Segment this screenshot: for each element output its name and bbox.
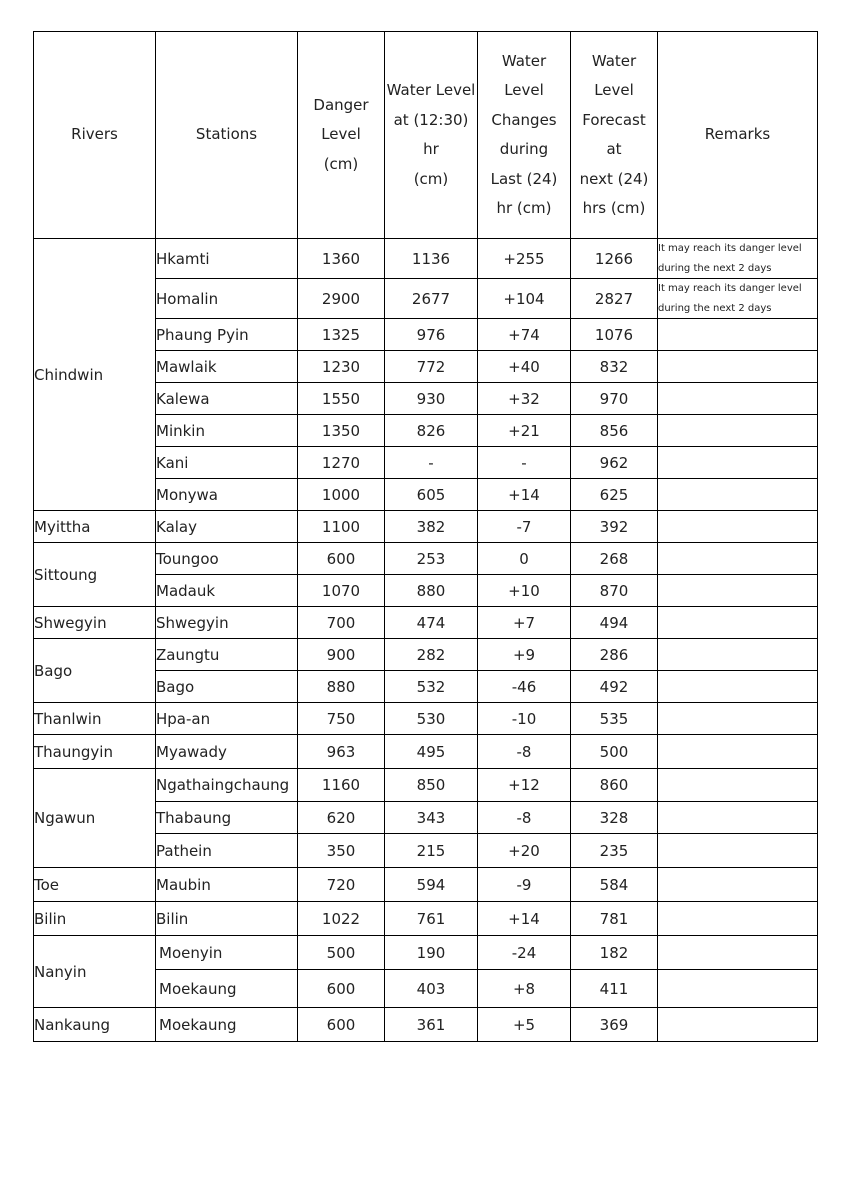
forecast-level: 535	[571, 703, 658, 735]
forecast-level: 286	[571, 639, 658, 671]
header-rivers: Rivers	[34, 32, 156, 239]
level-change: +5	[478, 1008, 571, 1042]
water-level: 761	[385, 902, 478, 936]
water-level: 2677	[385, 279, 478, 319]
river-name: Thanlwin	[34, 703, 156, 735]
station-name: Myawady	[156, 735, 298, 769]
forecast-level: 781	[571, 902, 658, 936]
water-level: 382	[385, 511, 478, 543]
level-change: +7	[478, 607, 571, 639]
remark	[658, 319, 818, 351]
forecast-level: 584	[571, 868, 658, 902]
remark	[658, 607, 818, 639]
remark	[658, 735, 818, 769]
station-name: Moekaung	[156, 1008, 298, 1042]
water-level: 594	[385, 868, 478, 902]
station-name: Mawlaik	[156, 351, 298, 383]
station-name: Minkin	[156, 415, 298, 447]
river-name: Nanyin	[34, 936, 156, 1008]
forecast-level: 235	[571, 834, 658, 868]
station-name: Madauk	[156, 575, 298, 607]
danger-level: 700	[298, 607, 385, 639]
station-name: Kani	[156, 447, 298, 479]
remark	[658, 351, 818, 383]
remark	[658, 936, 818, 970]
forecast-level: 1266	[571, 239, 658, 279]
remark	[658, 511, 818, 543]
remark	[658, 902, 818, 936]
station-name: Maubin	[156, 868, 298, 902]
forecast-level: 1076	[571, 319, 658, 351]
header-forecast: Water Level Forecast at next (24) hrs (cm)	[571, 32, 658, 239]
remark	[658, 703, 818, 735]
level-change: -10	[478, 703, 571, 735]
level-change: -24	[478, 936, 571, 970]
danger-level: 963	[298, 735, 385, 769]
remark: It may reach its danger level during the next 2 days	[658, 239, 818, 279]
water-level: 976	[385, 319, 478, 351]
level-change: +255	[478, 239, 571, 279]
river-name: Shwegyin	[34, 607, 156, 639]
header-row	[34, 32, 818, 239]
level-change: -	[478, 447, 571, 479]
water-level: 605	[385, 479, 478, 511]
forecast-level: 369	[571, 1008, 658, 1042]
table-row	[34, 703, 818, 735]
water-level: 495	[385, 735, 478, 769]
station-name: Monywa	[156, 479, 298, 511]
table-row	[34, 868, 818, 902]
remark: It may reach its danger level during the next 2 days	[658, 279, 818, 319]
water-level: 930	[385, 383, 478, 415]
level-change: +8	[478, 970, 571, 1008]
header-remarks: Remarks	[658, 32, 818, 239]
forecast-level: 392	[571, 511, 658, 543]
river-name: Thaungyin	[34, 735, 156, 769]
danger-level: 1325	[298, 319, 385, 351]
station-name: Kalay	[156, 511, 298, 543]
table-row	[34, 639, 818, 671]
danger-level: 1350	[298, 415, 385, 447]
water-level: 772	[385, 351, 478, 383]
station-name: Toungoo	[156, 543, 298, 575]
river-name: Nankaung	[34, 1008, 156, 1042]
level-change: -7	[478, 511, 571, 543]
danger-level: 1000	[298, 479, 385, 511]
forecast-level: 492	[571, 671, 658, 703]
table-row	[34, 735, 818, 769]
remark	[658, 543, 818, 575]
danger-level: 2900	[298, 279, 385, 319]
station-name: Homalin	[156, 279, 298, 319]
level-change: +10	[478, 575, 571, 607]
table-row	[34, 239, 818, 279]
table-row	[34, 1008, 818, 1042]
forecast-level: 832	[571, 351, 658, 383]
station-name: Thabaung	[156, 802, 298, 834]
level-change: +14	[478, 902, 571, 936]
danger-level: 1022	[298, 902, 385, 936]
forecast-level: 494	[571, 607, 658, 639]
water-level: 343	[385, 802, 478, 834]
river-name: Ngawun	[34, 769, 156, 868]
danger-level: 880	[298, 671, 385, 703]
remark	[658, 1008, 818, 1042]
water-level: 826	[385, 415, 478, 447]
level-change: +14	[478, 479, 571, 511]
level-change: +9	[478, 639, 571, 671]
danger-level: 600	[298, 970, 385, 1008]
remark	[658, 447, 818, 479]
danger-level: 1270	[298, 447, 385, 479]
remark	[658, 868, 818, 902]
station-name: Hkamti	[156, 239, 298, 279]
danger-level: 720	[298, 868, 385, 902]
danger-level: 620	[298, 802, 385, 834]
header-level-change: Water Level Changes during Last (24) hr (cm)	[478, 32, 571, 239]
river-name: Toe	[34, 868, 156, 902]
table-row	[34, 902, 818, 936]
table-row	[34, 607, 818, 639]
header-danger-level: Danger Level (cm)	[298, 32, 385, 239]
table-row	[34, 769, 818, 802]
station-name: Moekaung	[156, 970, 298, 1008]
station-name: Bago	[156, 671, 298, 703]
danger-level: 600	[298, 1008, 385, 1042]
river-name: Bilin	[34, 902, 156, 936]
forecast-level: 856	[571, 415, 658, 447]
water-level: 403	[385, 970, 478, 1008]
danger-level: 900	[298, 639, 385, 671]
forecast-level: 268	[571, 543, 658, 575]
forecast-level: 411	[571, 970, 658, 1008]
forecast-level: 625	[571, 479, 658, 511]
remark	[658, 970, 818, 1008]
table-row	[34, 936, 818, 970]
station-name: Pathein	[156, 834, 298, 868]
water-level: 530	[385, 703, 478, 735]
remark	[658, 802, 818, 834]
station-name: Kalewa	[156, 383, 298, 415]
remark	[658, 769, 818, 802]
forecast-level: 870	[571, 575, 658, 607]
danger-level: 1230	[298, 351, 385, 383]
water-level: 282	[385, 639, 478, 671]
forecast-level: 182	[571, 936, 658, 970]
water-level: 215	[385, 834, 478, 868]
forecast-level: 328	[571, 802, 658, 834]
remark	[658, 479, 818, 511]
level-change: -9	[478, 868, 571, 902]
remark	[658, 575, 818, 607]
river-name: Myittha	[34, 511, 156, 543]
danger-level: 350	[298, 834, 385, 868]
forecast-level: 962	[571, 447, 658, 479]
remark	[658, 415, 818, 447]
level-change: +104	[478, 279, 571, 319]
water-level: 361	[385, 1008, 478, 1042]
station-name: Bilin	[156, 902, 298, 936]
level-change: -8	[478, 735, 571, 769]
forecast-level: 970	[571, 383, 658, 415]
station-name: Moenyin	[156, 936, 298, 970]
danger-level: 600	[298, 543, 385, 575]
station-name: Phaung Pyin	[156, 319, 298, 351]
forecast-level: 500	[571, 735, 658, 769]
danger-level: 1160	[298, 769, 385, 802]
level-change: +74	[478, 319, 571, 351]
water-level: 532	[385, 671, 478, 703]
forecast-level: 860	[571, 769, 658, 802]
danger-level: 1100	[298, 511, 385, 543]
header-water-level: Water Level at (12:30) hr (cm)	[385, 32, 478, 239]
danger-level: 1070	[298, 575, 385, 607]
danger-level: 1360	[298, 239, 385, 279]
river-name: Bago	[34, 639, 156, 703]
water-level: 1136	[385, 239, 478, 279]
water-level-table	[33, 31, 818, 1042]
level-change: +12	[478, 769, 571, 802]
water-level: 880	[385, 575, 478, 607]
station-name: Shwegyin	[156, 607, 298, 639]
level-change: -8	[478, 802, 571, 834]
water-level: 474	[385, 607, 478, 639]
level-change: +20	[478, 834, 571, 868]
danger-level: 1550	[298, 383, 385, 415]
danger-level: 750	[298, 703, 385, 735]
station-name: Zaungtu	[156, 639, 298, 671]
table-row	[34, 511, 818, 543]
danger-level: 500	[298, 936, 385, 970]
water-level: 190	[385, 936, 478, 970]
forecast-level: 2827	[571, 279, 658, 319]
water-level: -	[385, 447, 478, 479]
level-change: +40	[478, 351, 571, 383]
table-row	[34, 543, 818, 575]
water-level: 253	[385, 543, 478, 575]
level-change: -46	[478, 671, 571, 703]
river-name: Sittoung	[34, 543, 156, 607]
river-name: Chindwin	[34, 239, 156, 511]
level-change: +21	[478, 415, 571, 447]
level-change: +32	[478, 383, 571, 415]
station-name: Ngathaingchaung	[156, 769, 298, 802]
remark	[658, 671, 818, 703]
header-stations: Stations	[156, 32, 298, 239]
remark	[658, 639, 818, 671]
remark	[658, 383, 818, 415]
water-level: 850	[385, 769, 478, 802]
level-change: 0	[478, 543, 571, 575]
remark	[658, 834, 818, 868]
station-name: Hpa-an	[156, 703, 298, 735]
